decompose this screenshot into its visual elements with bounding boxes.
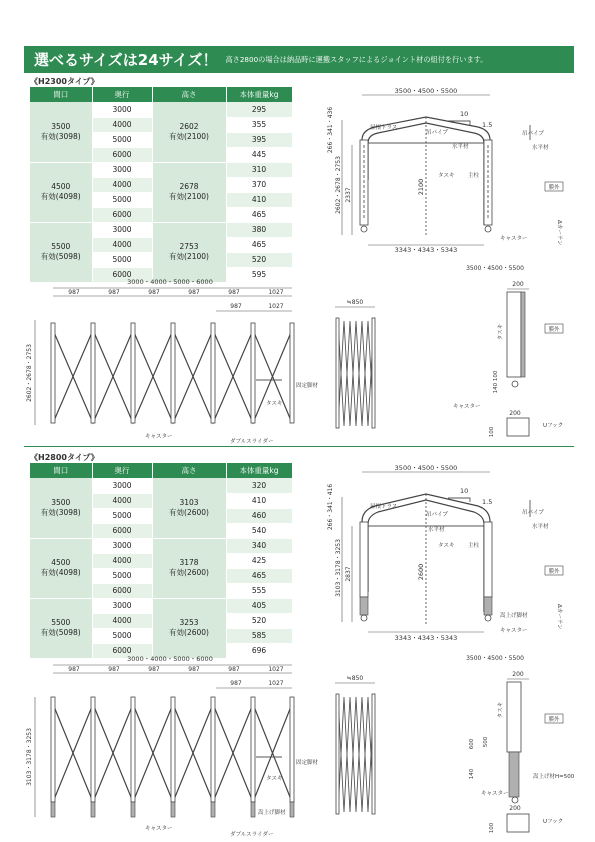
- depth-cell: 4000: [92, 493, 152, 508]
- dim-label: 500: [483, 736, 489, 748]
- page-title: 選べるサイズは24サイズ！: [34, 51, 218, 69]
- folded-view-h2300: [330, 296, 380, 436]
- dim-label: 2600: [417, 563, 425, 581]
- weight-cell: 295: [226, 102, 292, 117]
- callout-label: キャスター: [500, 628, 528, 634]
- post: [171, 323, 175, 423]
- depth-cell: 5000: [92, 568, 152, 583]
- callout-label: 膜外: [548, 569, 560, 575]
- callout-label: ダブルスライダー: [230, 832, 274, 838]
- spec-table-h2800: [30, 463, 293, 659]
- seg-label: 1027: [268, 666, 284, 673]
- height-cell: 2678 有効(2100): [152, 162, 226, 222]
- post: [91, 697, 95, 802]
- depth-cell: 4000: [92, 613, 152, 628]
- width-cell: 3500 有効(3098): [30, 478, 92, 538]
- seg-label: 987: [228, 666, 240, 673]
- col-header-height: 高さ: [152, 463, 226, 478]
- weight-cell: 310: [226, 162, 292, 177]
- post: [131, 323, 135, 423]
- seg-label: 987: [148, 666, 160, 673]
- post: [51, 323, 55, 423]
- seg-label: 987: [228, 289, 240, 296]
- callout-label: 嵩上げ脚材: [500, 613, 528, 619]
- dim-label: 200: [512, 671, 524, 678]
- seg-label: 1027: [268, 680, 284, 687]
- callout-label: 固定脚材: [296, 383, 319, 389]
- post: [372, 694, 375, 814]
- depth-cell: 6000: [92, 583, 152, 598]
- callout-label: 膜外: [548, 327, 560, 333]
- seg-label: 987: [108, 289, 120, 296]
- height-cell: 3178 有効(2600): [152, 538, 226, 598]
- spec-table-h2300: [30, 87, 293, 283]
- callout-label: 吊パイプ: [426, 512, 448, 518]
- page-header: [24, 46, 574, 73]
- table-row: [30, 162, 292, 177]
- dim-label: 140 100: [493, 370, 499, 394]
- dim-label: 140: [469, 768, 475, 780]
- callout-label: Δカーテン: [556, 220, 562, 246]
- lift-leg: [131, 802, 135, 817]
- dim-label: 3343・4343・5343: [394, 634, 458, 642]
- callout-label: 吊パイプ: [522, 131, 544, 137]
- weight-cell: 520: [226, 613, 292, 628]
- seg-label: 987: [148, 289, 160, 296]
- callout-label: キャスター: [453, 404, 481, 410]
- weight-cell: 595: [226, 267, 292, 282]
- depth-cell: 3000: [92, 102, 152, 117]
- dim-label: ≒850: [346, 299, 364, 306]
- depth-cell: 6000: [92, 147, 152, 162]
- post: [290, 697, 294, 802]
- seg-label: 987: [68, 289, 80, 296]
- seg-label: 1027: [268, 303, 284, 310]
- caster-wheel: [512, 381, 518, 387]
- callout-label: キャスター: [145, 826, 173, 832]
- callout-label: 水平材: [532, 524, 549, 530]
- dim-label: 3000・4000・5000・6000: [127, 655, 213, 663]
- depth-cell: 3000: [92, 162, 152, 177]
- callout-label: 屋根トラス: [370, 125, 398, 131]
- lift-leg-left: [360, 597, 368, 615]
- dim-label: 200: [509, 805, 521, 812]
- seg-label: 987: [108, 666, 120, 673]
- lift-leg: [51, 802, 55, 817]
- callout-label: 膜外: [548, 185, 560, 191]
- weight-cell: 370: [226, 177, 292, 192]
- callout-label: キャスター: [145, 434, 173, 440]
- callout-label: タスキ: [498, 323, 504, 341]
- weight-cell: 445: [226, 147, 292, 162]
- width-cell: 5500 有効(5098): [30, 222, 92, 282]
- callout-label: 水平材: [452, 144, 469, 150]
- dim-label: 266・341・416: [327, 483, 334, 531]
- callout-label: タスキ: [266, 776, 283, 782]
- depth-cell: 5000: [92, 508, 152, 523]
- depth-cell: 5000: [92, 628, 152, 643]
- table-header-row: [30, 87, 292, 102]
- callout-label: タスキ: [266, 401, 283, 407]
- dim-label: 3000・4000・5000・6000: [127, 278, 213, 286]
- height-cell: 2602 有効(2100): [152, 102, 226, 162]
- detail-view-h2300: [445, 262, 585, 442]
- lift-leg-right: [484, 597, 492, 615]
- folded-view-h2800: [330, 672, 380, 822]
- table-row: [30, 478, 292, 493]
- post: [131, 697, 135, 802]
- dim-label: 200: [512, 281, 524, 288]
- dim-label: 10: [460, 487, 469, 495]
- column-detail: [507, 682, 521, 752]
- post: [91, 323, 95, 423]
- header-note: 高さ2800の場合は納品時に運搬スタッフによるジョイント材の組付を行います。: [225, 54, 488, 64]
- height-cell: 3253 有効(2600): [152, 598, 226, 658]
- callout-label: ダブルスライダー: [230, 439, 274, 445]
- weight-cell: 465: [226, 568, 292, 583]
- seg-label: 987: [68, 666, 80, 673]
- front-elevation-h2300: [320, 85, 570, 255]
- table-row: [30, 102, 292, 117]
- dim-label: 266・341・436: [327, 106, 334, 154]
- column-detail-edge: [521, 292, 525, 377]
- weight-cell: 585: [226, 628, 292, 643]
- dim-label: 3500・4500・5500: [394, 464, 458, 472]
- dim-label: 2602・2678・2753: [335, 156, 342, 214]
- callout-label: タスキ: [498, 701, 504, 719]
- lift-leg: [91, 802, 95, 817]
- dim-label: 1.5: [482, 121, 493, 129]
- scissor-frame: [51, 697, 294, 817]
- col-header-depth: 奥行: [92, 463, 152, 478]
- depth-cell: 3000: [92, 538, 152, 553]
- dim-label: 2602・2678・2753: [26, 344, 33, 402]
- width-cell: 5500 有効(5098): [30, 598, 92, 658]
- depth-cell: 5000: [92, 252, 152, 267]
- lift-leg: [211, 802, 215, 817]
- height-cell: 2753 有効(2100): [152, 222, 226, 282]
- col-header-width: 間口: [30, 87, 92, 102]
- dim-label: 100: [489, 426, 495, 438]
- callout-label: Uフック: [543, 819, 564, 825]
- lift-material: [509, 752, 519, 797]
- type-label-h2800: 《H2800タイプ》: [30, 453, 99, 462]
- weight-cell: 405: [226, 598, 292, 613]
- column-right: [484, 522, 492, 597]
- weight-cell: 320: [226, 478, 292, 493]
- caster-wheel: [485, 615, 491, 621]
- col-header-weight: 本体重量kg: [226, 463, 292, 478]
- callout-label: 嵩上げ脚材: [258, 810, 286, 816]
- height-cell: 3103 有効(2600): [152, 478, 226, 538]
- post: [51, 697, 55, 802]
- weight-cell: 696: [226, 643, 292, 658]
- callout-label: Uフック: [543, 423, 564, 429]
- post: [336, 694, 339, 814]
- callout-label: キャスター: [500, 236, 528, 242]
- depth-cell: 3000: [92, 222, 152, 237]
- dim-label: ≒850: [346, 675, 364, 682]
- weight-cell: 465: [226, 207, 292, 222]
- column-left: [360, 522, 368, 597]
- weight-cell: 355: [226, 117, 292, 132]
- callout-label: 主柱: [468, 173, 480, 179]
- weight-cell: 410: [226, 192, 292, 207]
- callout-label: タスキ: [438, 173, 455, 179]
- dim-label: 3103・3178・3253: [26, 728, 33, 786]
- dim-label: 1.5: [482, 498, 493, 506]
- depth-cell: 6000: [92, 643, 152, 658]
- width-cell: 4500 有効(4098): [30, 538, 92, 598]
- post: [290, 323, 294, 423]
- dim-label: 2100: [417, 178, 425, 196]
- callout-label: 固定脚材: [296, 760, 319, 766]
- depth-cell: 4000: [92, 553, 152, 568]
- seg-label: 1027: [268, 289, 284, 296]
- weight-cell: 425: [226, 553, 292, 568]
- callout-label: 膜外: [548, 717, 560, 723]
- post: [251, 323, 255, 423]
- width-cell: 4500 有効(4098): [30, 162, 92, 222]
- seg-label: 987: [230, 680, 242, 687]
- table-header-row: [30, 463, 292, 478]
- seg-label: 987: [188, 666, 200, 673]
- table-row: [30, 222, 292, 237]
- weight-cell: 395: [226, 132, 292, 147]
- caster-wheel: [361, 615, 367, 621]
- col-header-width: 間口: [30, 463, 92, 478]
- front-elevation-h2800: [320, 462, 570, 642]
- weight-cell: 555: [226, 583, 292, 598]
- width-cell: 3500 有効(3098): [30, 102, 92, 162]
- dim-label: 3500・4500・5500: [394, 87, 458, 95]
- dim-label: 2837: [345, 566, 352, 582]
- post: [336, 318, 339, 428]
- section-divider: [24, 446, 574, 447]
- dim-label: 200: [509, 410, 521, 417]
- seg-label: 987: [230, 303, 242, 310]
- u-hook-detail: [507, 814, 529, 832]
- type-label-h2300: 《H2300タイプ》: [30, 77, 99, 86]
- depth-cell: 5000: [92, 132, 152, 147]
- lift-leg: [171, 802, 175, 817]
- detail-view-h2800: [445, 652, 585, 840]
- callout-label: 嵩上げ材H=500: [533, 774, 575, 780]
- post: [211, 323, 215, 423]
- callout-label: 吊パイプ: [426, 130, 448, 136]
- depth-cell: 3000: [92, 598, 152, 613]
- seg-label: 987: [188, 289, 200, 296]
- depth-cell: 6000: [92, 267, 152, 282]
- depth-cell: 4000: [92, 117, 152, 132]
- weight-cell: 380: [226, 222, 292, 237]
- column-detail: [507, 292, 521, 377]
- weight-cell: 340: [226, 538, 292, 553]
- weight-cell: 410: [226, 493, 292, 508]
- weight-cell: 460: [226, 508, 292, 523]
- weight-cell: 520: [226, 252, 292, 267]
- dim-label: 3500・4500・5500: [466, 655, 524, 662]
- callout-label: タスキ: [438, 543, 455, 549]
- callout-label: Δカーテン: [556, 604, 562, 630]
- side-elevation-h2800: [20, 652, 319, 840]
- caster-wheel: [512, 797, 518, 803]
- dim-label: 600: [469, 738, 475, 750]
- dim-label: 2337: [345, 187, 352, 203]
- col-header-weight: 本体重量kg: [226, 87, 292, 102]
- dim-label: 100: [489, 822, 495, 834]
- col-header-depth: 奥行: [92, 87, 152, 102]
- table-row: [30, 538, 292, 553]
- caster-wheel: [485, 226, 491, 232]
- depth-cell: 6000: [92, 523, 152, 538]
- u-hook-detail: [507, 418, 529, 436]
- callout-label: 水平材: [532, 145, 549, 151]
- table-row: [30, 598, 292, 613]
- depth-cell: 5000: [92, 192, 152, 207]
- post: [211, 697, 215, 802]
- weight-cell: 465: [226, 237, 292, 252]
- col-header-height: 高さ: [152, 87, 226, 102]
- dim-label: 3343・4343・5343: [394, 246, 458, 254]
- post: [372, 318, 375, 428]
- post: [251, 697, 255, 802]
- weight-cell: 540: [226, 523, 292, 538]
- dim-label: 10: [460, 110, 469, 118]
- caster-wheel: [361, 226, 367, 232]
- callout-label: キャスター: [481, 791, 509, 797]
- dim-label: 3103・3178・3253: [335, 539, 342, 597]
- lift-leg: [290, 802, 294, 817]
- depth-cell: 3000: [92, 478, 152, 493]
- depth-cell: 6000: [92, 207, 152, 222]
- scissor-frame: [51, 323, 294, 423]
- callout-label: 主柱: [468, 543, 480, 549]
- callout-label: 水平材: [428, 527, 445, 533]
- depth-cell: 4000: [92, 177, 152, 192]
- depth-cell: 4000: [92, 237, 152, 252]
- lift-leg: [251, 802, 255, 817]
- callout-label: 吊パイプ: [522, 510, 544, 516]
- callout-label: 屋根トラス: [370, 504, 398, 510]
- side-elevation-h2300: [20, 275, 319, 445]
- post: [171, 697, 175, 802]
- dim-label: 3500・4500・5500: [466, 265, 524, 272]
